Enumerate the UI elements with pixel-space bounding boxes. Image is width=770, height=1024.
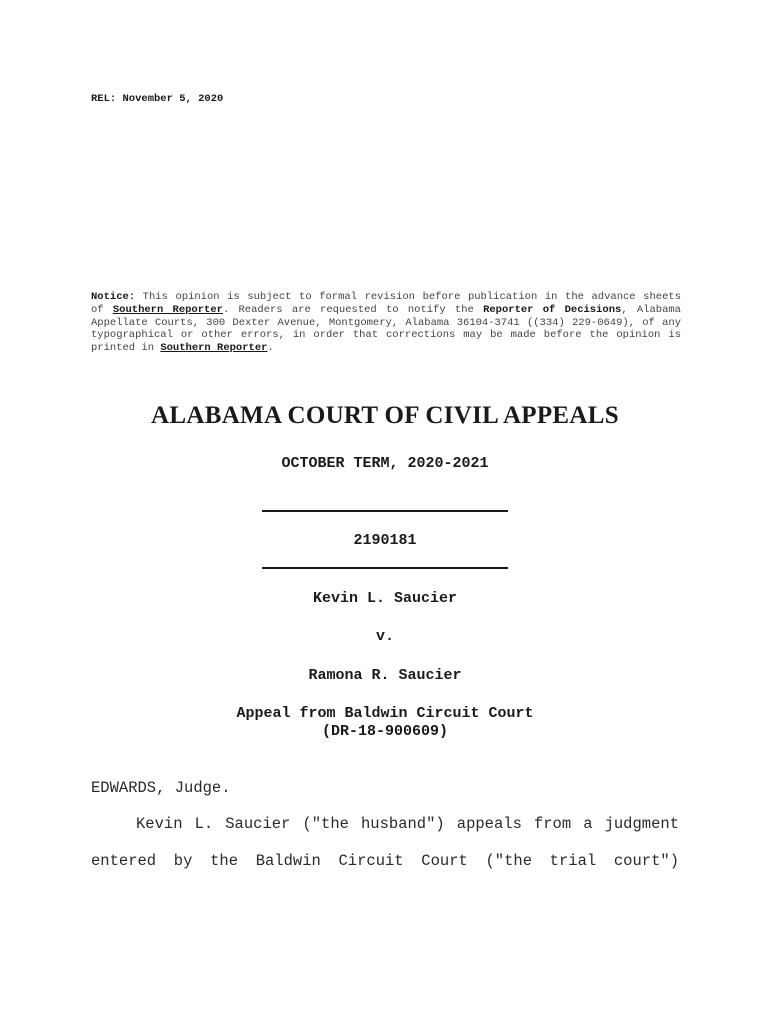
term: OCTOBER TERM, 2020-2021	[281, 455, 489, 472]
court-title: ALABAMA COURT OF CIVIL APPEALS	[151, 402, 619, 429]
southern-reporter-ref-1: Southern Reporter	[112, 303, 223, 316]
case-number: 2190181	[353, 532, 417, 549]
appellant: Kevin L. Saucier	[312, 590, 458, 607]
release-date: REL: November 5, 2020	[91, 93, 224, 105]
notice-paragraph	[91, 291, 681, 355]
judge-line: EDWARDS, Judge.	[91, 779, 231, 797]
opinion-line-1: Kevin L. Saucier ("the husband") appeals from a judgment	[136, 815, 679, 833]
reporter-of-decisions: Reporter of Decisions	[483, 303, 622, 316]
notice-text-1: This opinion is subject to formal revision before publication in the advance sheets of	[91, 291, 681, 316]
notice-label: Notice:	[91, 291, 136, 303]
divider-bottom	[262, 567, 508, 569]
appellee: Ramona R. Saucier	[308, 667, 462, 684]
notice-text-4: .	[267, 342, 274, 355]
notice-text-3: , Alabama Appellate Courts, 300 Dexter Avenue, Montgomery, Alabama 36104-3741 ((334) 229-0649), of any typographical or other errors, in order that corrections may be made before the opinion is printed in	[91, 303, 681, 355]
southern-reporter-ref-2: Southern Reporter	[160, 342, 268, 355]
notice-text-2: . Readers are requested to notify the	[222, 303, 484, 316]
divider-top	[262, 510, 508, 512]
appeal-from: Appeal from Baldwin Circuit Court	[236, 705, 534, 722]
trial-case-number: (DR-18-900609)	[321, 723, 449, 740]
versus: v.	[375, 628, 394, 645]
opinion-line-2: entered by the Baldwin Circuit Court ("the trial court")	[91, 852, 679, 870]
